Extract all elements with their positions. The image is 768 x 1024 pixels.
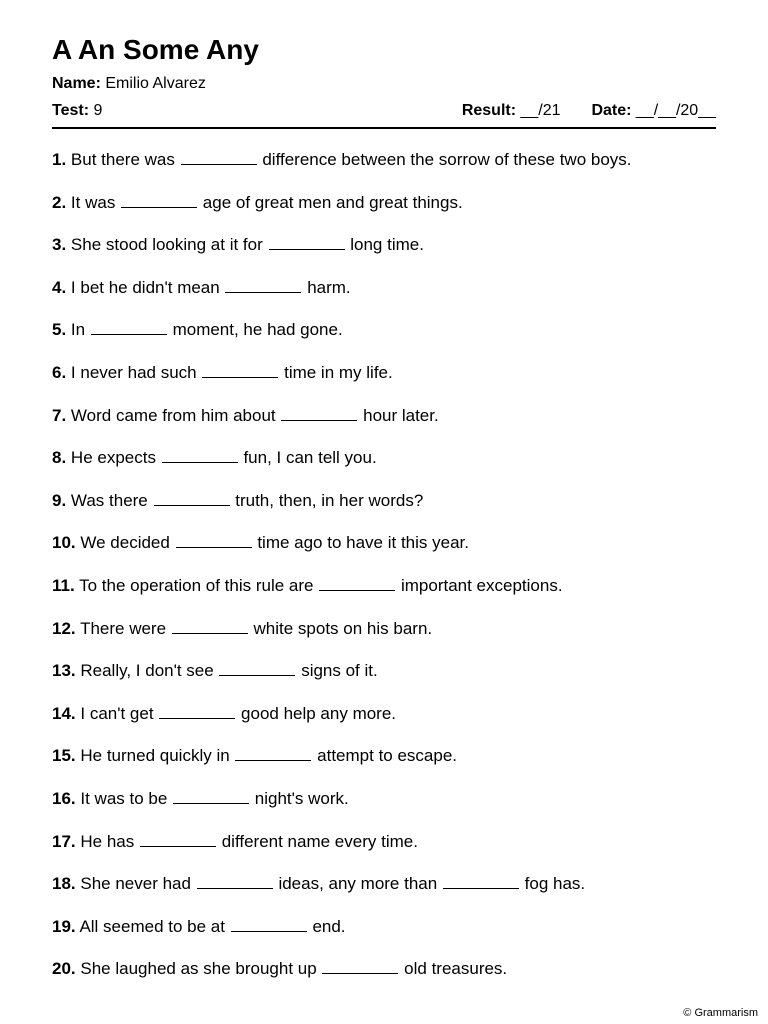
question-number: 6. <box>52 362 67 382</box>
question-item <box>52 191 716 234</box>
name-label: Name: <box>52 75 101 92</box>
question-text: fog has. <box>524 874 586 894</box>
question-text: It was to be <box>80 788 168 808</box>
answer-blank[interactable] <box>197 887 273 889</box>
student-name-line <box>52 73 206 95</box>
question-number: 14. <box>52 703 76 723</box>
question-text: But there was <box>70 150 175 169</box>
question-number: 4. <box>52 277 67 297</box>
question-text: It was <box>70 192 116 212</box>
answer-blank[interactable] <box>202 376 278 378</box>
question-number: 12. <box>52 618 76 638</box>
question-number: 11. <box>52 575 75 595</box>
question-item <box>52 361 716 404</box>
test-label: Test: <box>52 102 90 119</box>
question-item <box>52 404 716 447</box>
question-text: old treasures. <box>404 959 508 979</box>
answer-blank[interactable] <box>231 930 307 932</box>
question-number: 19. <box>52 916 76 936</box>
copyright-notice: © Grammarism <box>683 1007 758 1019</box>
date-value: __/__/20__ <box>635 102 716 119</box>
question-text: He has <box>80 831 135 851</box>
question-number: 16. <box>52 788 76 808</box>
question-text: He expects <box>70 448 156 468</box>
question-item <box>52 446 716 489</box>
question-list <box>52 148 716 1000</box>
test-number <box>52 100 102 122</box>
question-text: There were <box>80 618 167 638</box>
question-item <box>52 318 716 361</box>
question-item <box>52 659 716 702</box>
answer-blank[interactable] <box>322 972 398 974</box>
question-text: harm. <box>307 277 351 297</box>
question-text: different name every time. <box>221 831 418 851</box>
answer-blank[interactable] <box>154 504 230 506</box>
question-item <box>52 957 716 1000</box>
question-text: She laughed as she brought up <box>80 959 317 979</box>
question-text: fun, I can tell you. <box>243 448 377 468</box>
question-text: night's work. <box>254 788 349 808</box>
question-item <box>52 702 716 745</box>
answer-blank[interactable] <box>225 291 301 293</box>
question-text: time in my life. <box>284 362 393 382</box>
question-number: 13. <box>52 661 76 681</box>
question-number: 20. <box>52 959 76 979</box>
answer-blank[interactable] <box>235 759 311 761</box>
answer-blank[interactable] <box>121 206 197 208</box>
result-value: __/21 <box>520 102 561 119</box>
question-text: good help any more. <box>241 703 397 723</box>
question-text: All seemed to be at <box>79 916 225 936</box>
question-number: 15. <box>52 746 76 766</box>
question-text: white spots on his barn. <box>253 618 433 638</box>
question-text: I never had such <box>70 362 197 382</box>
question-number: 10. <box>52 533 76 553</box>
question-item <box>52 531 716 574</box>
answer-blank[interactable] <box>176 546 252 548</box>
answer-blank[interactable] <box>319 589 395 591</box>
question-item <box>52 787 716 830</box>
question-item <box>52 276 716 319</box>
worksheet <box>52 0 716 1024</box>
question-number: 18. <box>52 874 76 894</box>
test-info-row <box>52 100 716 122</box>
question-item <box>52 915 716 958</box>
question-number: 2. <box>52 192 67 212</box>
question-text: hour later. <box>363 405 439 425</box>
answer-blank[interactable] <box>219 674 295 676</box>
question-text: I can't get <box>80 703 154 723</box>
answer-blank[interactable] <box>162 461 238 463</box>
answer-blank[interactable] <box>159 717 235 719</box>
question-number: 1. <box>52 150 67 169</box>
date-label: Date: <box>591 102 632 119</box>
question-text: truth, then, in her words? <box>235 490 424 510</box>
question-number: 17. <box>52 831 76 851</box>
answer-blank[interactable] <box>443 887 519 889</box>
question-number: 5. <box>52 320 67 340</box>
student-name: Emilio Alvarez <box>105 75 206 92</box>
question-number: 8. <box>52 448 67 468</box>
question-text: Really, I don't see <box>80 661 214 681</box>
question-text: Was there <box>70 490 148 510</box>
question-text: I bet he didn't mean <box>70 277 220 297</box>
question-number: 7. <box>52 405 67 425</box>
header-divider <box>52 127 716 129</box>
question-text: important exceptions. <box>400 575 563 595</box>
result-date <box>462 100 716 122</box>
answer-blank[interactable] <box>172 632 248 634</box>
question-number: 3. <box>52 235 67 255</box>
question-text: difference between the sorrow of these two boys. <box>262 150 632 169</box>
question-item <box>52 574 716 617</box>
answer-blank[interactable] <box>181 163 257 165</box>
question-text: She never had <box>80 874 191 894</box>
answer-blank[interactable] <box>173 802 249 804</box>
question-text: Word came from him about <box>70 405 276 425</box>
result-label: Result: <box>461 102 517 119</box>
question-number: 9. <box>52 490 67 510</box>
question-item <box>52 617 716 660</box>
answer-blank[interactable] <box>281 419 357 421</box>
question-text: She stood looking at it for <box>70 235 263 255</box>
answer-blank[interactable] <box>140 845 216 847</box>
question-text: moment, he had gone. <box>172 320 343 340</box>
question-item <box>52 148 716 191</box>
question-text: We decided <box>80 533 170 553</box>
question-item <box>52 489 716 532</box>
question-item <box>52 830 716 873</box>
test-value: 9 <box>93 102 103 119</box>
question-text: long time. <box>350 235 424 255</box>
question-text: In <box>70 320 86 340</box>
question-text: attempt to escape. <box>317 746 458 766</box>
question-text: To the operation of this rule are <box>79 575 314 595</box>
page-title: A An Some Any <box>52 34 259 65</box>
question-text: He turned quickly in <box>80 746 230 766</box>
question-item <box>52 744 716 787</box>
question-text: age of great men and great things. <box>202 192 463 212</box>
question-item <box>52 233 716 276</box>
question-text: ideas, any more than <box>278 874 438 894</box>
question-text: signs of it. <box>301 661 378 681</box>
question-text: time ago to have it this year. <box>257 533 469 553</box>
answer-blank[interactable] <box>269 248 345 250</box>
question-item <box>52 872 716 915</box>
question-text: end. <box>312 916 346 936</box>
answer-blank[interactable] <box>91 333 167 335</box>
